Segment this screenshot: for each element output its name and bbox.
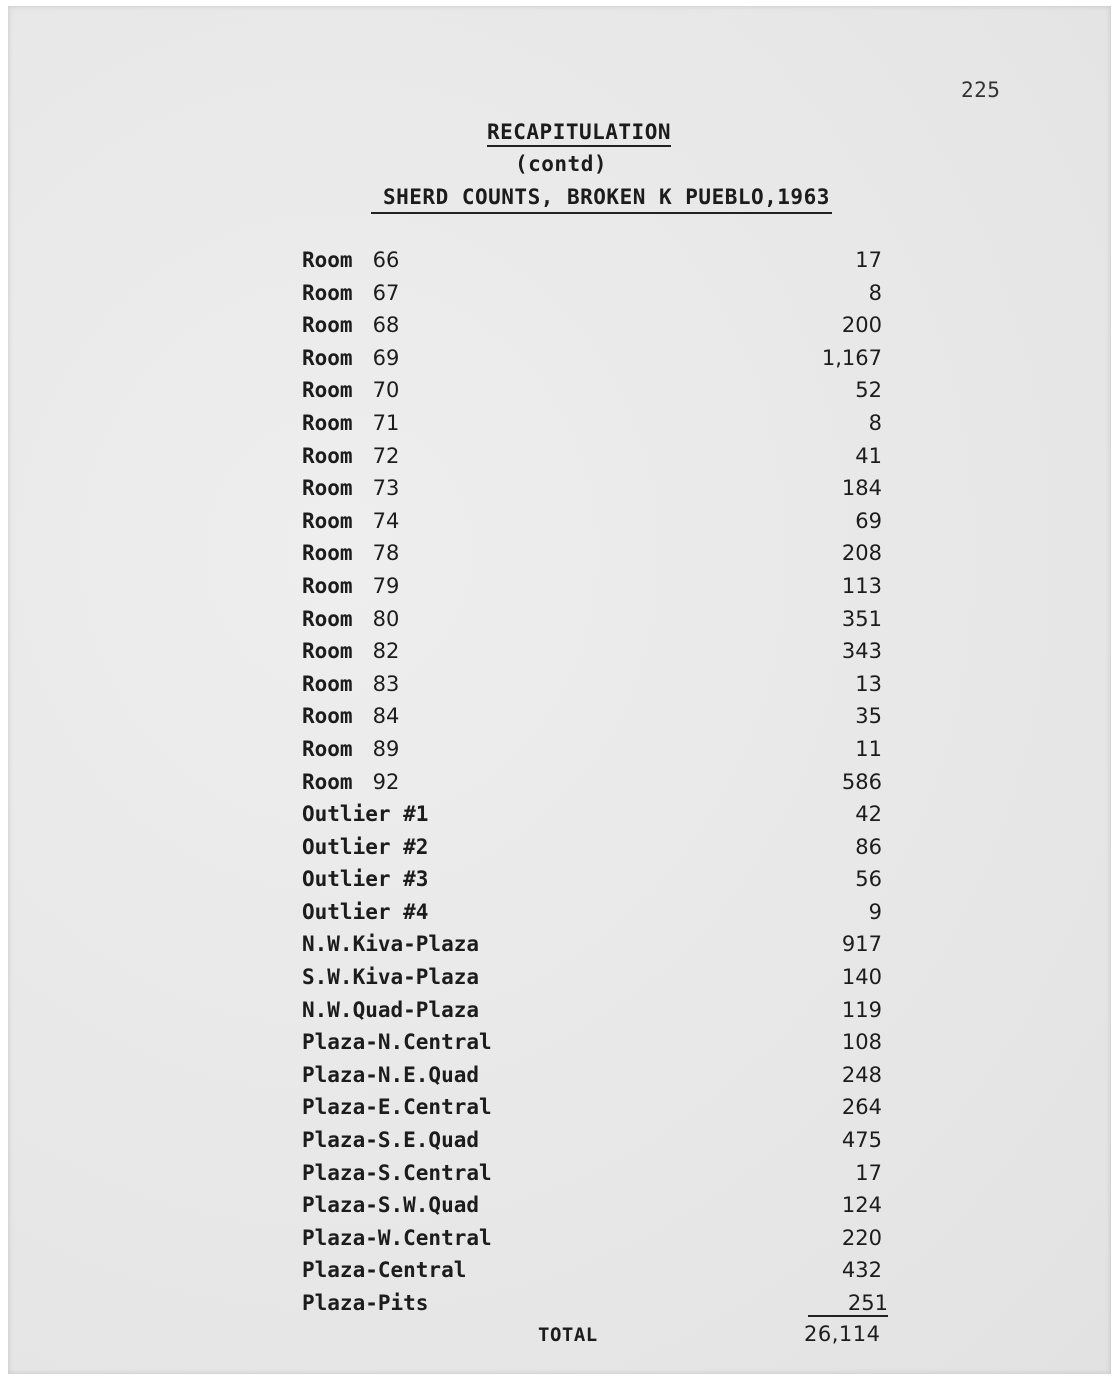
row-value: 113 (841, 573, 882, 598)
row-label-text: Outlier #3 (302, 867, 429, 892)
row-label (302, 1193, 479, 1217)
table-row (302, 835, 892, 868)
row-label-text: Room (302, 573, 353, 598)
table-row (302, 541, 892, 574)
row-label-number: 67 (372, 280, 400, 305)
table-row (302, 1226, 892, 1259)
table-row (302, 737, 892, 770)
row-label (302, 444, 399, 468)
row-value: 8 (868, 280, 882, 305)
table-row (302, 281, 892, 314)
table-row (302, 248, 892, 281)
row-label-text: Plaza-W.Central (302, 1225, 492, 1250)
row-label-text: Plaza-N.E.Quad (302, 1062, 480, 1087)
row-value: 208 (841, 541, 882, 566)
row-label (302, 835, 428, 859)
row-label-text: Outlier #2 (302, 834, 429, 859)
row-value: 11 (855, 736, 882, 761)
table-row (302, 932, 892, 965)
row-label-text: Outlier #4 (302, 899, 429, 924)
row-value: 13 (855, 671, 882, 696)
table-row (302, 639, 892, 672)
row-label (302, 639, 399, 663)
table-row (302, 1030, 892, 1063)
table-row (302, 411, 892, 444)
row-label-text: Plaza-N.Central (302, 1030, 492, 1055)
row-label-text: Room (302, 443, 353, 468)
table-row (302, 1161, 892, 1194)
row-label-text: Plaza-S.W.Quad (302, 1193, 480, 1218)
row-value: 52 (855, 378, 882, 403)
row-label-text: Room (302, 769, 353, 794)
row-label-number: 83 (372, 671, 400, 696)
row-label (302, 248, 399, 272)
row-value: 586 (841, 769, 882, 794)
row-label (302, 737, 399, 761)
row-label-text: Room (302, 606, 353, 631)
table-row (302, 346, 892, 379)
row-label (302, 867, 428, 891)
row-label-number: 70 (372, 378, 400, 403)
row-label-text: Plaza-S.Central (302, 1160, 492, 1185)
table-row (302, 1063, 892, 1096)
row-label (302, 1258, 466, 1282)
table-row (302, 998, 892, 1031)
row-value: 475 (841, 1128, 882, 1153)
row-value: 35 (855, 704, 882, 729)
row-label (302, 1226, 492, 1250)
row-label (302, 1063, 479, 1087)
table-row (302, 867, 892, 900)
table-row (302, 509, 892, 542)
row-label (302, 965, 479, 989)
row-label (302, 411, 399, 435)
row-label-number: 66 (372, 248, 400, 272)
row-label (302, 509, 399, 533)
table-row (302, 704, 892, 737)
row-label (302, 476, 399, 500)
row-label-number: 80 (372, 606, 400, 631)
row-label-number: 82 (372, 639, 400, 664)
table-row (302, 770, 892, 803)
table-row (302, 1095, 892, 1128)
row-label-text: Room (302, 378, 353, 403)
table-row (302, 1291, 892, 1324)
document-title (8, 120, 1119, 144)
row-label-text: Room (302, 280, 353, 305)
row-value: 140 (841, 965, 882, 990)
table-heading: SHERD COUNTS, BROKEN K PUEBLO,1963 (371, 185, 832, 214)
row-value: 41 (855, 443, 882, 468)
row-value: 69 (855, 508, 882, 533)
row-value: 9 (868, 899, 882, 924)
row-value: 343 (841, 639, 882, 664)
table-row (302, 1258, 892, 1291)
row-value: 264 (841, 1095, 882, 1120)
row-label-number: 69 (372, 345, 400, 370)
row-label-text: Room (302, 704, 353, 729)
row-label (302, 378, 399, 402)
row-value: 248 (841, 1062, 882, 1087)
row-label (302, 900, 428, 924)
row-label (302, 998, 479, 1022)
row-label-text: Room (302, 671, 353, 696)
table-row (302, 965, 892, 998)
row-label-text: Outlier #1 (302, 802, 429, 827)
row-label-text: Room (302, 313, 353, 338)
row-value: 220 (841, 1225, 882, 1250)
row-label-number: 74 (372, 508, 400, 533)
table-row (302, 574, 892, 607)
table-row (302, 802, 892, 835)
row-value: 184 (841, 476, 882, 501)
row-label-text: Plaza-E.Central (302, 1095, 492, 1120)
row-value: 1,167 (821, 345, 882, 370)
row-label-text: N.W.Quad-Plaza (302, 997, 480, 1022)
row-value: 17 (855, 1160, 882, 1185)
row-label-text: Room (302, 508, 353, 533)
table-row (302, 378, 892, 411)
row-label-number: 84 (372, 704, 400, 729)
row-value: 251 (808, 1291, 888, 1317)
table-row (302, 672, 892, 705)
row-label (302, 1095, 492, 1119)
row-label (302, 1030, 492, 1054)
row-label (302, 770, 399, 794)
document-title-text: RECAPITULATION (487, 120, 671, 147)
table-row (302, 476, 892, 509)
row-label (302, 672, 399, 696)
row-label (302, 346, 399, 370)
table-row (302, 313, 892, 346)
table-row (302, 607, 892, 640)
row-label (302, 1291, 428, 1315)
row-label-number: 79 (372, 573, 400, 598)
document-subtitle: (contd) (514, 152, 607, 176)
row-value: 42 (855, 802, 882, 827)
row-label (302, 281, 399, 305)
row-value: 119 (841, 997, 882, 1022)
row-value: 8 (868, 410, 882, 435)
sherd-count-table (302, 248, 892, 1324)
table-row (302, 1193, 892, 1226)
row-label (302, 1128, 479, 1152)
row-label-number: 78 (372, 541, 400, 566)
row-label (302, 313, 399, 337)
row-label (302, 802, 428, 826)
row-value: 200 (841, 313, 882, 338)
row-label-number: 92 (372, 769, 400, 794)
row-label-text: N.W.Kiva-Plaza (302, 932, 480, 957)
row-label (302, 607, 399, 631)
row-value: 351 (841, 606, 882, 631)
row-label (302, 541, 399, 565)
row-value: 108 (841, 1030, 882, 1055)
row-label-text: Plaza-Pits (302, 1291, 429, 1315)
row-label-number: 73 (372, 476, 400, 501)
row-value: 124 (841, 1193, 882, 1218)
row-label-number: 68 (372, 313, 400, 338)
total-label: TOTAL (538, 1324, 598, 1346)
document-page (8, 6, 1111, 1374)
row-label-number: 72 (372, 443, 400, 468)
row-label-text: Room (302, 476, 353, 501)
row-label-text: Plaza-Central (302, 1258, 467, 1283)
row-label-text: Room (302, 736, 353, 761)
row-value: 17 (855, 248, 882, 272)
table-row (302, 444, 892, 477)
row-label-text: Room (302, 639, 353, 664)
row-label-number: 71 (372, 410, 400, 435)
row-value: 917 (841, 932, 882, 957)
total-value: 26,114 (804, 1322, 881, 1346)
row-value: 86 (855, 834, 882, 859)
row-label-text: Plaza-S.E.Quad (302, 1128, 480, 1153)
row-label (302, 574, 399, 598)
row-label-text: Room (302, 410, 353, 435)
row-label-text: Room (302, 248, 353, 272)
row-value: 56 (855, 867, 882, 892)
row-label-number: 89 (372, 736, 400, 761)
page-number: 225 (961, 78, 1001, 102)
row-label (302, 932, 479, 956)
row-label-text: Room (302, 345, 353, 370)
table-row (302, 1128, 892, 1161)
table-row (302, 900, 892, 933)
row-label (302, 1161, 492, 1185)
row-label (302, 704, 399, 728)
row-label-text: Room (302, 541, 353, 566)
row-label-text: S.W.Kiva-Plaza (302, 965, 480, 990)
row-value: 432 (841, 1258, 882, 1283)
